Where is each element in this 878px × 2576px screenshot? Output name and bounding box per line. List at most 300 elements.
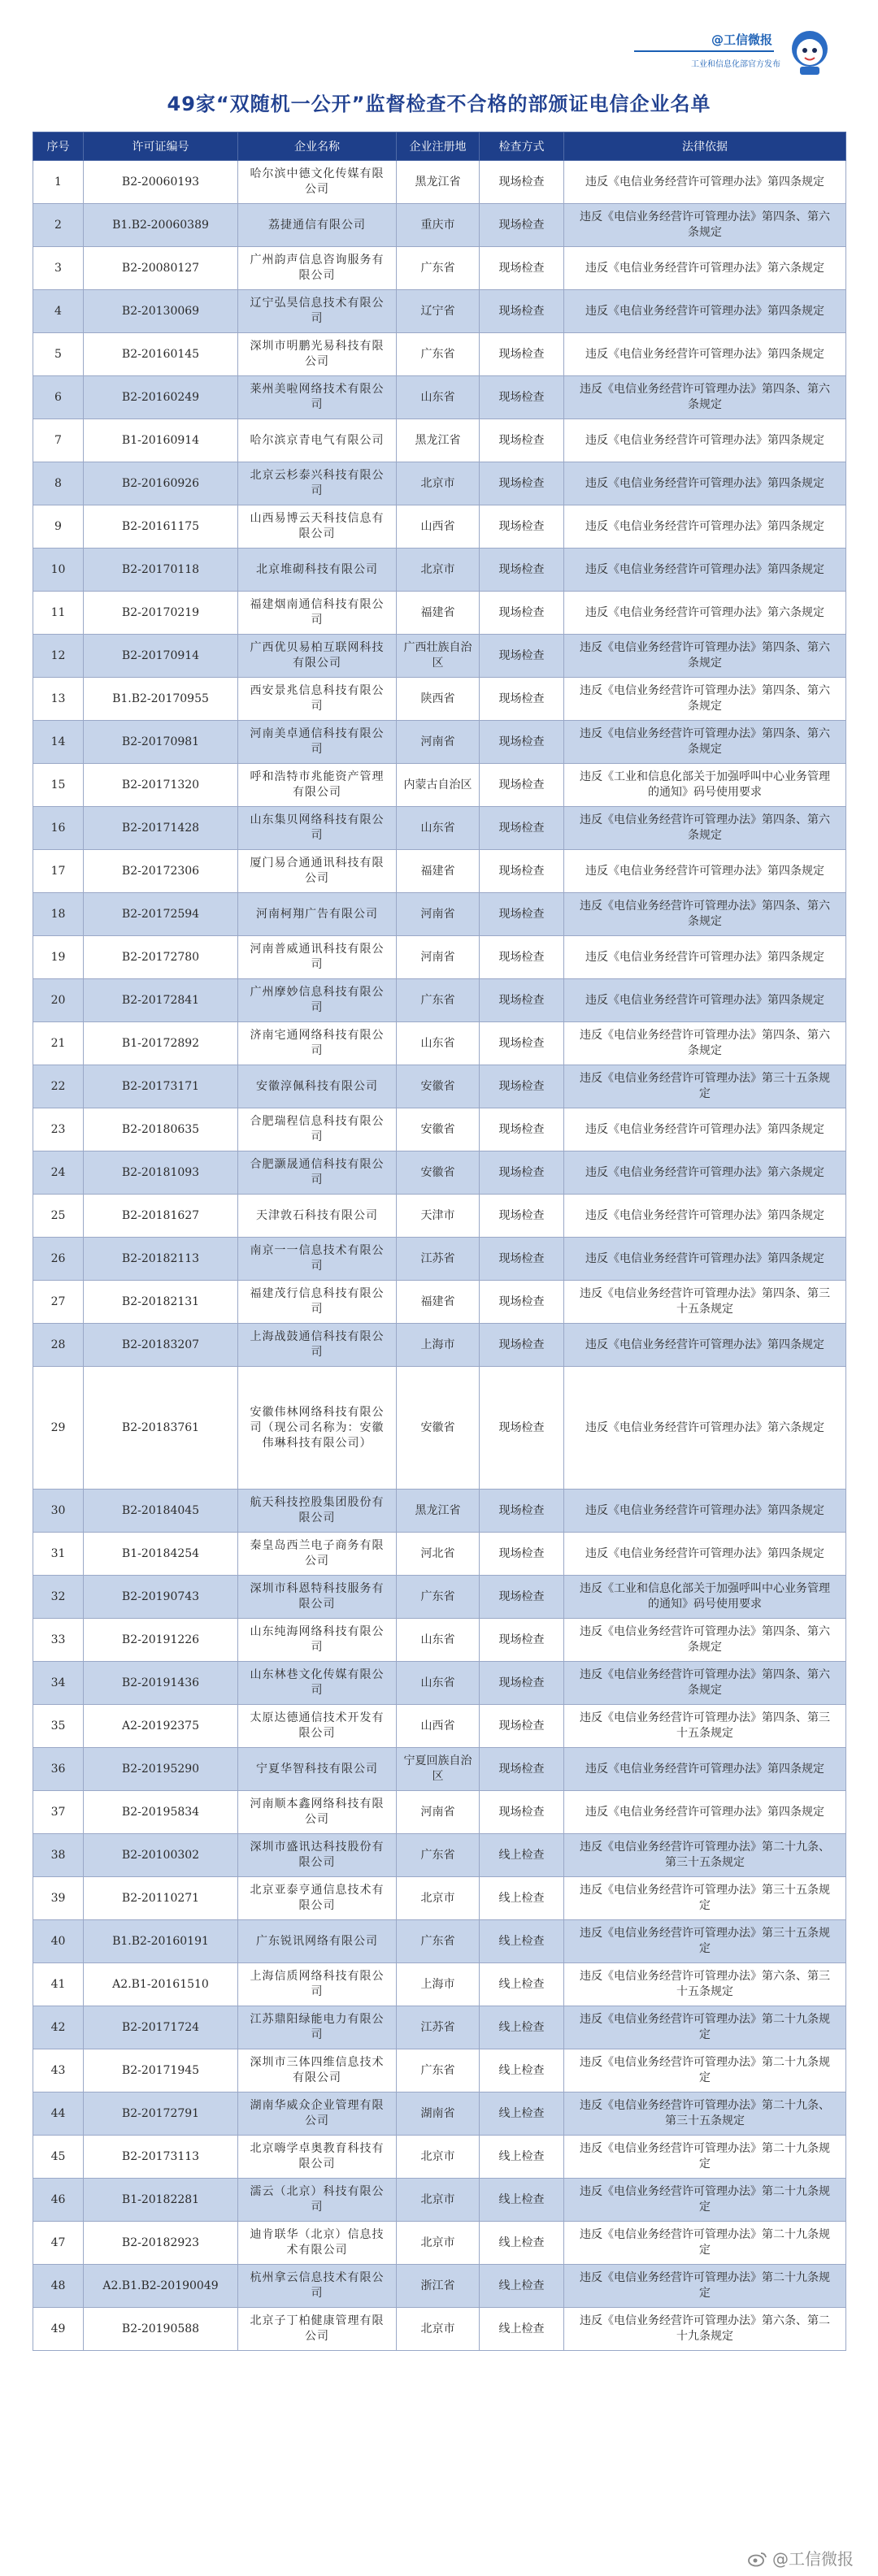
weibo-icon: [748, 2551, 767, 2567]
cell-method: 现场检查: [480, 161, 564, 204]
cell-law: 违反《电信业务经营许可管理办法》第四条规定: [564, 1490, 846, 1533]
cell-law: 违反《电信业务经营许可管理办法》第四条规定: [564, 1533, 846, 1576]
table-row: [33, 419, 846, 462]
table-row: [33, 936, 846, 979]
table-row: [33, 764, 846, 807]
cell-company: 深圳市科恩特科技服务有限公司: [238, 1576, 397, 1619]
cell-company: 山东纯海网络科技有限公司: [238, 1619, 397, 1662]
cell-region: 辽宁省: [397, 290, 480, 333]
cell-license: B2-20171320: [84, 764, 238, 807]
cell-license: A2-20192375: [84, 1705, 238, 1748]
cell-region: 上海市: [397, 1324, 480, 1367]
cell-license: B2-20170914: [84, 635, 238, 678]
cell-no: 25: [33, 1195, 84, 1238]
cell-method: 现场检查: [480, 807, 564, 850]
cell-company: 上海信质网络科技有限公司: [238, 1963, 397, 2006]
cell-region: 北京市: [397, 462, 480, 505]
cell-method: 现场检查: [480, 462, 564, 505]
cell-law: 违反《电信业务经营许可管理办法》第四条、第六条规定: [564, 678, 846, 721]
column-header-method: 检查方式: [480, 132, 564, 161]
cell-law: 违反《电信业务经营许可管理办法》第四条规定: [564, 850, 846, 893]
logo-text: @工信微报: [711, 33, 772, 47]
cell-region: 山西省: [397, 505, 480, 549]
cell-law: 违反《电信业务经营许可管理办法》第二十九条、第三十五条规定: [564, 2092, 846, 2136]
cell-license: B2-20172791: [84, 2092, 238, 2136]
cell-method: 现场检查: [480, 1324, 564, 1367]
table-row: [33, 549, 846, 592]
table-row: [33, 1533, 846, 1576]
column-header-region: 企业注册地: [397, 132, 480, 161]
table-row: [33, 204, 846, 247]
cell-law: 违反《电信业务经营许可管理办法》第四条、第六条规定: [564, 1022, 846, 1065]
cell-no: 24: [33, 1151, 84, 1195]
cell-license: B2-20160145: [84, 333, 238, 376]
cell-company: 广州韵声信息咨询服务有限公司: [238, 247, 397, 290]
cell-no: 19: [33, 936, 84, 979]
cell-method: 现场检查: [480, 419, 564, 462]
cell-region: 山东省: [397, 1022, 480, 1065]
cell-region: 广东省: [397, 247, 480, 290]
cell-company: 合肥瑞程信息科技有限公司: [238, 1108, 397, 1151]
cell-no: 14: [33, 721, 84, 764]
cell-no: 45: [33, 2136, 84, 2179]
cell-law: 违反《电信业务经营许可管理办法》第六条规定: [564, 592, 846, 635]
cell-method: 现场检查: [480, 549, 564, 592]
cell-company: 广东锐讯网络有限公司: [238, 1920, 397, 1963]
mascot-icon: [787, 28, 832, 76]
cell-no: 33: [33, 1619, 84, 1662]
cell-no: 46: [33, 2179, 84, 2222]
watermark-text: @工信微报: [772, 2549, 854, 2569]
table-row: [33, 2265, 846, 2308]
table-body: [33, 161, 846, 2351]
table-row: [33, 1576, 846, 1619]
cell-no: 18: [33, 893, 84, 936]
cell-law: 违反《电信业务经营许可管理办法》第三十五条规定: [564, 1065, 846, 1108]
cell-method: 现场检查: [480, 376, 564, 419]
table-row: [33, 850, 846, 893]
cell-company: 北京子丁柏健康管理有限公司: [238, 2308, 397, 2351]
cell-license: B2-20195290: [84, 1748, 238, 1791]
table-row: [33, 247, 846, 290]
cell-region: 河北省: [397, 1533, 480, 1576]
cell-company: 太原达德通信技术开发有限公司: [238, 1705, 397, 1748]
cell-no: 44: [33, 2092, 84, 2136]
cell-region: 北京市: [397, 2179, 480, 2222]
cell-company: 湖南华威众企业管理有限公司: [238, 2092, 397, 2136]
table-row: [33, 807, 846, 850]
cell-no: 22: [33, 1065, 84, 1108]
cell-company: 济南宅通网络科技有限公司: [238, 1022, 397, 1065]
cell-law: 违反《电信业务经营许可管理办法》第二十九条规定: [564, 2179, 846, 2222]
cell-law: 违反《电信业务经营许可管理办法》第二十九条规定: [564, 2006, 846, 2049]
cell-license: B2-20173113: [84, 2136, 238, 2179]
cell-method: 线上检查: [480, 2136, 564, 2179]
cell-region: 广东省: [397, 1834, 480, 1877]
cell-region: 北京市: [397, 1877, 480, 1920]
cell-region: 安徽省: [397, 1108, 480, 1151]
cell-region: 北京市: [397, 2222, 480, 2265]
cell-method: 线上检查: [480, 1920, 564, 1963]
cell-law: 违反《电信业务经营许可管理办法》第三十五条规定: [564, 1877, 846, 1920]
cell-region: 浙江省: [397, 2265, 480, 2308]
cell-method: 现场检查: [480, 505, 564, 549]
cell-method: 现场检查: [480, 850, 564, 893]
table-row: [33, 635, 846, 678]
cell-law: 违反《电信业务经营许可管理办法》第四条规定: [564, 462, 846, 505]
cell-no: 48: [33, 2265, 84, 2308]
cell-law: 违反《电信业务经营许可管理办法》第四条规定: [564, 1195, 846, 1238]
cell-no: 37: [33, 1791, 84, 1834]
cell-license: B2-20184045: [84, 1490, 238, 1533]
cell-no: 40: [33, 1920, 84, 1963]
cell-region: 宁夏回族自治区: [397, 1748, 480, 1791]
cell-law: 违反《电信业务经营许可管理办法》第四条、第六条规定: [564, 635, 846, 678]
logo-block: [618, 28, 837, 80]
table-header-row: [33, 132, 846, 161]
cell-license: A2.B1-20161510: [84, 1963, 238, 2006]
cell-law: 违反《电信业务经营许可管理办法》第四条规定: [564, 1748, 846, 1791]
table-row: [33, 678, 846, 721]
cell-method: 线上检查: [480, 2179, 564, 2222]
cell-law: 违反《电信业务经营许可管理办法》第六条、第二十九条规定: [564, 2308, 846, 2351]
cell-region: 河南省: [397, 721, 480, 764]
cell-no: 36: [33, 1748, 84, 1791]
cell-company: 深圳市盛讯达科技股份有限公司: [238, 1834, 397, 1877]
table-row: [33, 1705, 846, 1748]
cell-no: 39: [33, 1877, 84, 1920]
cell-license: B1-20184254: [84, 1533, 238, 1576]
cell-no: 49: [33, 2308, 84, 2351]
cell-license: B2-20191436: [84, 1662, 238, 1705]
cell-license: B2-20182113: [84, 1238, 238, 1281]
cell-no: 3: [33, 247, 84, 290]
table-row: [33, 1108, 846, 1151]
cell-law: 违反《电信业务经营许可管理办法》第四条规定: [564, 936, 846, 979]
cell-region: 黑龙江省: [397, 1490, 480, 1533]
cell-region: 广东省: [397, 1920, 480, 1963]
cell-law: 违反《电信业务经营许可管理办法》第四条、第六条规定: [564, 1619, 846, 1662]
cell-method: 现场检查: [480, 1238, 564, 1281]
cell-company: 广西优贝易柏互联网科技有限公司: [238, 635, 397, 678]
cell-license: B2-20190743: [84, 1576, 238, 1619]
cell-company: 荔捷通信有限公司: [238, 204, 397, 247]
cell-law: 违反《电信业务经营许可管理办法》第四条、第三十五条规定: [564, 1281, 846, 1324]
table-row: [33, 1238, 846, 1281]
cell-company: 西安景兆信息科技有限公司: [238, 678, 397, 721]
cell-no: 11: [33, 592, 84, 635]
cell-company: 福建茂行信息科技有限公司: [238, 1281, 397, 1324]
cell-company: 哈尔滨京青电气有限公司: [238, 419, 397, 462]
cell-no: 43: [33, 2049, 84, 2092]
cell-region: 福建省: [397, 850, 480, 893]
table-row: [33, 2308, 846, 2351]
table-row: [33, 1490, 846, 1533]
table-row: [33, 1065, 846, 1108]
cell-license: B2-20182923: [84, 2222, 238, 2265]
cell-region: 内蒙古自治区: [397, 764, 480, 807]
cell-company: 南京一一信息技术有限公司: [238, 1238, 397, 1281]
cell-law: 违反《电信业务经营许可管理办法》第二十九条规定: [564, 2222, 846, 2265]
cell-method: 现场检查: [480, 1662, 564, 1705]
cell-law: 违反《电信业务经营许可管理办法》第六条、第三十五条规定: [564, 1963, 846, 2006]
cell-company: 杭州拿云信息技术有限公司: [238, 2265, 397, 2308]
cell-method: 现场检查: [480, 1619, 564, 1662]
cell-company: 北京堆砌科技有限公司: [238, 549, 397, 592]
cell-region: 山东省: [397, 1619, 480, 1662]
cell-region: 山东省: [397, 376, 480, 419]
cell-no: 31: [33, 1533, 84, 1576]
cell-region: 河南省: [397, 936, 480, 979]
cell-license: B2-20110271: [84, 1877, 238, 1920]
cell-region: 河南省: [397, 893, 480, 936]
column-header-license: 许可证编号: [84, 132, 238, 161]
cell-region: 广东省: [397, 1576, 480, 1619]
cell-company: 濡云（北京）科技有限公司: [238, 2179, 397, 2222]
cell-no: 41: [33, 1963, 84, 2006]
cell-license: B2-20080127: [84, 247, 238, 290]
cell-no: 7: [33, 419, 84, 462]
cell-method: 现场检查: [480, 1108, 564, 1151]
cell-company: 深圳市明鹏光易科技有限公司: [238, 333, 397, 376]
cell-company: 哈尔滨中德文化传媒有限公司: [238, 161, 397, 204]
cell-license: B2-20190588: [84, 2308, 238, 2351]
cell-license: B2-20160249: [84, 376, 238, 419]
cell-company: 北京亚泰亨通信息技术有限公司: [238, 1877, 397, 1920]
cell-company: 广州摩妙信息科技有限公司: [238, 979, 397, 1022]
table-row: [33, 1834, 846, 1877]
table-row: [33, 462, 846, 505]
cell-law: 违反《电信业务经营许可管理办法》第四条规定: [564, 549, 846, 592]
cell-license: B2-20181627: [84, 1195, 238, 1238]
cell-company: 莱州美啦网络技术有限公司: [238, 376, 397, 419]
cell-license: B1.B2-20160191: [84, 1920, 238, 1963]
cell-method: 现场检查: [480, 1281, 564, 1324]
cell-no: 6: [33, 376, 84, 419]
table-row: [33, 1151, 846, 1195]
cell-no: 15: [33, 764, 84, 807]
cell-no: 9: [33, 505, 84, 549]
cell-company: 河南普威通讯科技有限公司: [238, 936, 397, 979]
cell-method: 线上检查: [480, 2092, 564, 2136]
table-row: [33, 2222, 846, 2265]
cell-no: 17: [33, 850, 84, 893]
cell-company: 江苏鼎阳绿能电力有限公司: [238, 2006, 397, 2049]
cell-license: B2-20172841: [84, 979, 238, 1022]
cell-no: 12: [33, 635, 84, 678]
cell-law: 违反《电信业务经营许可管理办法》第二十九条规定: [564, 2136, 846, 2179]
cell-company: 秦皇岛西兰电子商务有限公司: [238, 1533, 397, 1576]
cell-law: 违反《电信业务经营许可管理办法》第六条规定: [564, 247, 846, 290]
cell-company: 厦门易合通通讯科技有限公司: [238, 850, 397, 893]
cell-region: 山西省: [397, 1705, 480, 1748]
cell-no: 10: [33, 549, 84, 592]
table-row: [33, 2049, 846, 2092]
table-row: [33, 1367, 846, 1490]
cell-license: B2-20183761: [84, 1367, 238, 1490]
cell-license: B2-20172780: [84, 936, 238, 979]
cell-method: 现场检查: [480, 247, 564, 290]
cell-license: B2-20180635: [84, 1108, 238, 1151]
cell-license: B2-20171945: [84, 2049, 238, 2092]
cell-law: 违反《电信业务经营许可管理办法》第二十九条、第三十五条规定: [564, 1834, 846, 1877]
cell-law: 违反《电信业务经营许可管理办法》第二十九条规定: [564, 2049, 846, 2092]
cell-law: 违反《电信业务经营许可管理办法》第四条、第六条规定: [564, 1662, 846, 1705]
cell-no: 8: [33, 462, 84, 505]
cell-method: 现场检查: [480, 1195, 564, 1238]
table-row: [33, 1877, 846, 1920]
cell-law: 违反《电信业务经营许可管理办法》第四条规定: [564, 161, 846, 204]
logo-subtext: 工业和信息化部官方发布: [691, 60, 780, 69]
cell-no: 30: [33, 1490, 84, 1533]
cell-method: 现场检查: [480, 936, 564, 979]
cell-company: 宁夏华智科技有限公司: [238, 1748, 397, 1791]
cell-no: 5: [33, 333, 84, 376]
cell-law: 违反《电信业务经营许可管理办法》第四条规定: [564, 1238, 846, 1281]
table-row: [33, 2092, 846, 2136]
cell-no: 35: [33, 1705, 84, 1748]
cell-method: 现场检查: [480, 1065, 564, 1108]
watermark: [748, 2546, 854, 2569]
cell-method: 现场检查: [480, 1576, 564, 1619]
cell-license: B2-20181093: [84, 1151, 238, 1195]
cell-method: 现场检查: [480, 1151, 564, 1195]
cell-no: 1: [33, 161, 84, 204]
cell-license: B2-20172594: [84, 893, 238, 936]
cell-method: 线上检查: [480, 2265, 564, 2308]
table-row: [33, 1195, 846, 1238]
cell-method: 现场检查: [480, 592, 564, 635]
cell-company: 航天科技控股集团股份有限公司: [238, 1490, 397, 1533]
table-row: [33, 1748, 846, 1791]
table-row: [33, 1920, 846, 1963]
cell-license: B2-20191226: [84, 1619, 238, 1662]
cell-method: 现场检查: [480, 204, 564, 247]
cell-region: 北京市: [397, 2136, 480, 2179]
table-row: [33, 1791, 846, 1834]
cell-region: 广东省: [397, 333, 480, 376]
results-table: [33, 132, 846, 2351]
cell-company: 安徽淳佩科技有限公司: [238, 1065, 397, 1108]
cell-no: 23: [33, 1108, 84, 1151]
cell-company: 北京云杉泰兴科技有限公司: [238, 462, 397, 505]
cell-license: B1-20172892: [84, 1022, 238, 1065]
cell-law: 违反《电信业务经营许可管理办法》第四条规定: [564, 1791, 846, 1834]
column-header-law: 法律依据: [564, 132, 846, 161]
cell-no: 34: [33, 1662, 84, 1705]
cell-no: 16: [33, 807, 84, 850]
cell-law: 违反《电信业务经营许可管理办法》第六条规定: [564, 1151, 846, 1195]
cell-method: 线上检查: [480, 1877, 564, 1920]
cell-method: 线上检查: [480, 2049, 564, 2092]
cell-region: 河南省: [397, 1791, 480, 1834]
cell-region: 北京市: [397, 549, 480, 592]
cell-company: 上海战鼓通信科技有限公司: [238, 1324, 397, 1367]
results-table-container: [33, 132, 845, 2351]
cell-company: 河南美卓通信科技有限公司: [238, 721, 397, 764]
cell-method: 现场检查: [480, 1533, 564, 1576]
table-row: [33, 721, 846, 764]
cell-law: 违反《电信业务经营许可管理办法》第四条规定: [564, 333, 846, 376]
cell-law: 违反《电信业务经营许可管理办法》第四条、第六条规定: [564, 204, 846, 247]
cell-company: 河南顺本鑫网络科技有限公司: [238, 1791, 397, 1834]
cell-law: 违反《电信业务经营许可管理办法》第四条、第六条规定: [564, 807, 846, 850]
cell-region: 安徽省: [397, 1065, 480, 1108]
cell-method: 现场检查: [480, 1791, 564, 1834]
cell-company: 福建烟南通信科技有限公司: [238, 592, 397, 635]
cell-region: 江苏省: [397, 2006, 480, 2049]
cell-method: 现场检查: [480, 333, 564, 376]
cell-no: 32: [33, 1576, 84, 1619]
cell-no: 26: [33, 1238, 84, 1281]
cell-company: 北京嗨学卓奥教育科技有限公司: [238, 2136, 397, 2179]
cell-license: B2-20172306: [84, 850, 238, 893]
cell-region: 广东省: [397, 2049, 480, 2092]
cell-region: 黑龙江省: [397, 419, 480, 462]
table-row: [33, 290, 846, 333]
cell-region: 陕西省: [397, 678, 480, 721]
cell-law: 违反《电信业务经营许可管理办法》第四条规定: [564, 1324, 846, 1367]
cell-no: 42: [33, 2006, 84, 2049]
cell-law: 违反《电信业务经营许可管理办法》第二十九条规定: [564, 2265, 846, 2308]
cell-method: 现场检查: [480, 1367, 564, 1490]
table-row: [33, 2179, 846, 2222]
table-row: [33, 1963, 846, 2006]
cell-law: 违反《电信业务经营许可管理办法》第四条规定: [564, 419, 846, 462]
table-row: [33, 979, 846, 1022]
cell-method: 现场检查: [480, 764, 564, 807]
cell-license: B2-20060193: [84, 161, 238, 204]
cell-region: 上海市: [397, 1963, 480, 2006]
cell-license: B2-20160926: [84, 462, 238, 505]
cell-no: 21: [33, 1022, 84, 1065]
cell-company: 安徽伟林网络科技有限公司（现公司名称为：安徽伟琳科技有限公司）: [238, 1367, 397, 1490]
cell-method: 现场检查: [480, 893, 564, 936]
cell-license: B2-20183207: [84, 1324, 238, 1367]
cell-method: 线上检查: [480, 2006, 564, 2049]
cell-method: 现场检查: [480, 1022, 564, 1065]
cell-region: 安徽省: [397, 1367, 480, 1490]
page-title: 49家“双随机一公开”监督检查不合格的部颁证电信企业名单: [167, 93, 711, 115]
cell-company: 山西易博云天科技信息有限公司: [238, 505, 397, 549]
cell-license: B2-20171428: [84, 807, 238, 850]
cell-company: 山东集贝网络科技有限公司: [238, 807, 397, 850]
cell-license: B2-20182131: [84, 1281, 238, 1324]
cell-law: 违反《电信业务经营许可管理办法》第四条、第六条规定: [564, 893, 846, 936]
cell-no: 38: [33, 1834, 84, 1877]
cell-license: B2-20173171: [84, 1065, 238, 1108]
cell-no: 4: [33, 290, 84, 333]
cell-region: 山东省: [397, 1662, 480, 1705]
cell-method: 现场检查: [480, 1490, 564, 1533]
cell-region: 安徽省: [397, 1151, 480, 1195]
cell-region: 广西壮族自治区: [397, 635, 480, 678]
cell-method: 线上检查: [480, 2308, 564, 2351]
cell-law: 违反《电信业务经营许可管理办法》第六条规定: [564, 1367, 846, 1490]
cell-method: 现场检查: [480, 635, 564, 678]
cell-method: 线上检查: [480, 2222, 564, 2265]
cell-region: 广东省: [397, 979, 480, 1022]
cell-method: 线上检查: [480, 1963, 564, 2006]
cell-method: 现场检查: [480, 678, 564, 721]
cell-region: 黑龙江省: [397, 161, 480, 204]
table-row: [33, 505, 846, 549]
cell-region: 福建省: [397, 1281, 480, 1324]
logo-underline: [634, 50, 774, 52]
cell-region: 福建省: [397, 592, 480, 635]
cell-law: 违反《电信业务经营许可管理办法》第四条、第六条规定: [564, 721, 846, 764]
cell-license: B1-20182281: [84, 2179, 238, 2222]
